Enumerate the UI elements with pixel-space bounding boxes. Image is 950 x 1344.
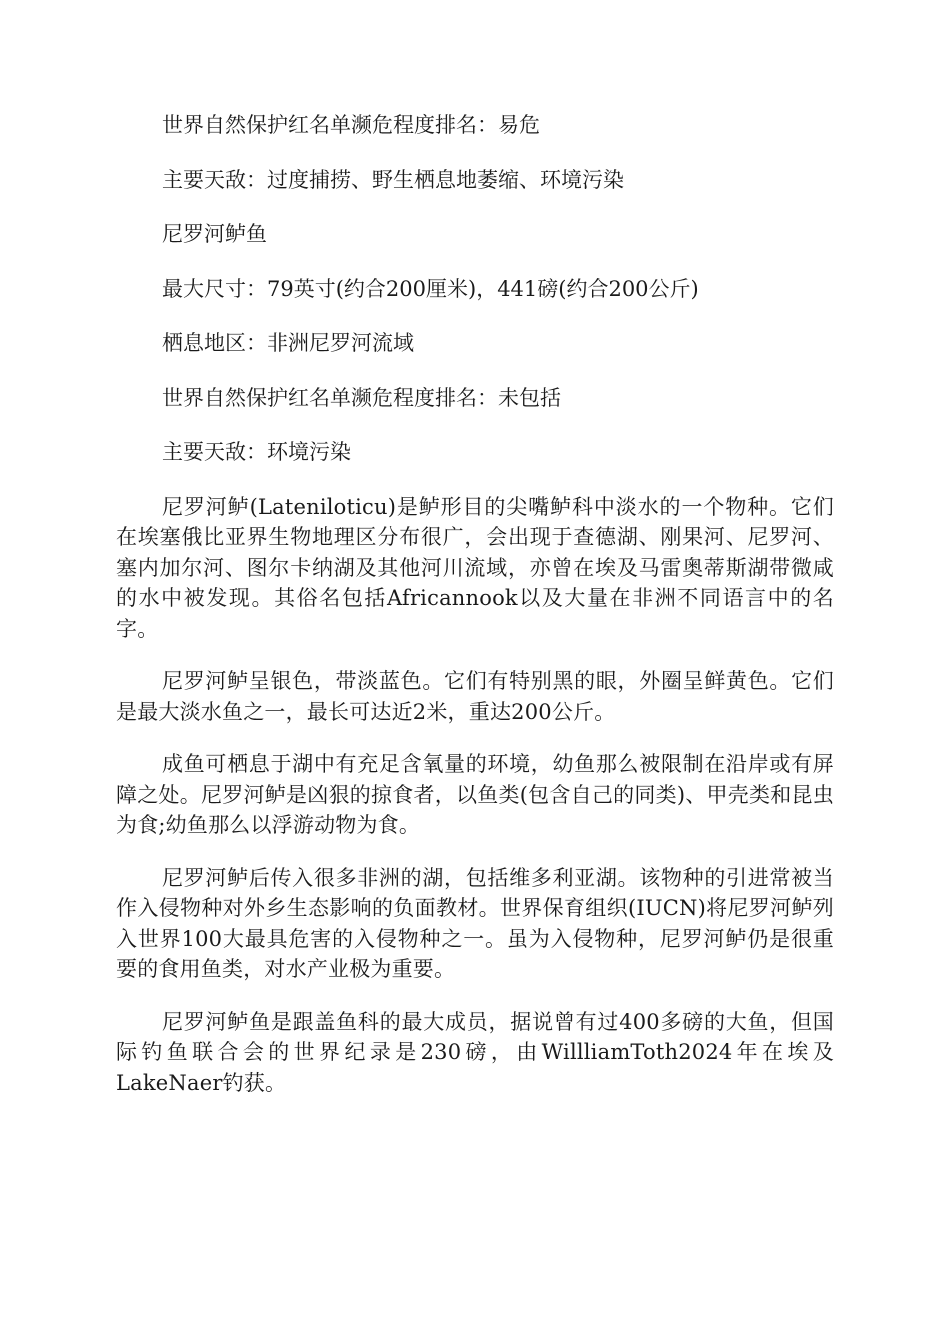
paragraph-record: 尼罗河鲈鱼是跟盖鱼科的最大成员，据说曾有过400多磅的大鱼，但国际钓鱼联合会的世界纪录是230磅，由WillliamToth2024年在埃及LakeNaer钓获。 xyxy=(116,1009,834,1095)
text-line-predators-1: 主要天敌：过度捕捞、野生栖息地萎缩、环境污染 xyxy=(162,167,624,192)
text-line-habitat: 栖息地区：非洲尼罗河流域 xyxy=(162,331,414,355)
paragraph-appearance: 尼罗河鲈呈银色，带淡蓝色。它们有特别黑的眼，外圈呈鲜黄色。它们是最大淡水鱼之一，最长可达近2米，重达200公斤。 xyxy=(116,669,834,724)
paragraph-invasive: 尼罗河鲈后传入很多非洲的湖，包括维多利亚湖。该物种的引进常被当作入侵物种对外乡生态影响的负面教材。世界保育组织(IUCN)将尼罗河鲈列入世界100大最具危害的入侵物种之一。虽为入侵物种，尼罗河鲈仍是很重要的食用鱼类，对水产业极为重要。 xyxy=(116,865,834,981)
text-line-redlist-rank-1: 世界自然保护红名单濒危程度排名：易危 xyxy=(162,113,540,137)
text-line-predators-2: 主要天敌：环境污染 xyxy=(162,440,351,464)
paragraph-overview: 尼罗河鲈(Lateniloticu)是鲈形目的尖嘴鲈科中淡水的一个物种。它们在埃塞俄比亚界生物地理区分布很广，会出现于查德湖、刚果河、尼罗河、塞内加尔河、图尔卡纳湖及其他河川流域，亦曾在埃及马雷奥蒂斯湖带微咸的水中被发现。其俗名包括Africannook以及大量在非洲不同语言中的名字。 xyxy=(116,494,834,641)
text-line-redlist-rank-2: 世界自然保护红名单濒危程度排名：未包括 xyxy=(162,385,561,410)
document-page xyxy=(116,110,834,1120)
text-line-max-size: 最大尺寸：79英寸(约合200厘米)，441磅(约合200公斤) xyxy=(162,276,699,301)
paragraph-habitat-diet: 成鱼可栖息于湖中有充足含氧量的环境，幼鱼那么被限制在沿岸或有屏障之处。尼罗河鲈是凶狠的掠食者，以鱼类(包含自己的同类)、甲壳类和昆虫为食;幼鱼那么以浮游动物为食。 xyxy=(116,752,834,837)
text-line-species-name: 尼罗河鲈鱼 xyxy=(162,222,267,246)
